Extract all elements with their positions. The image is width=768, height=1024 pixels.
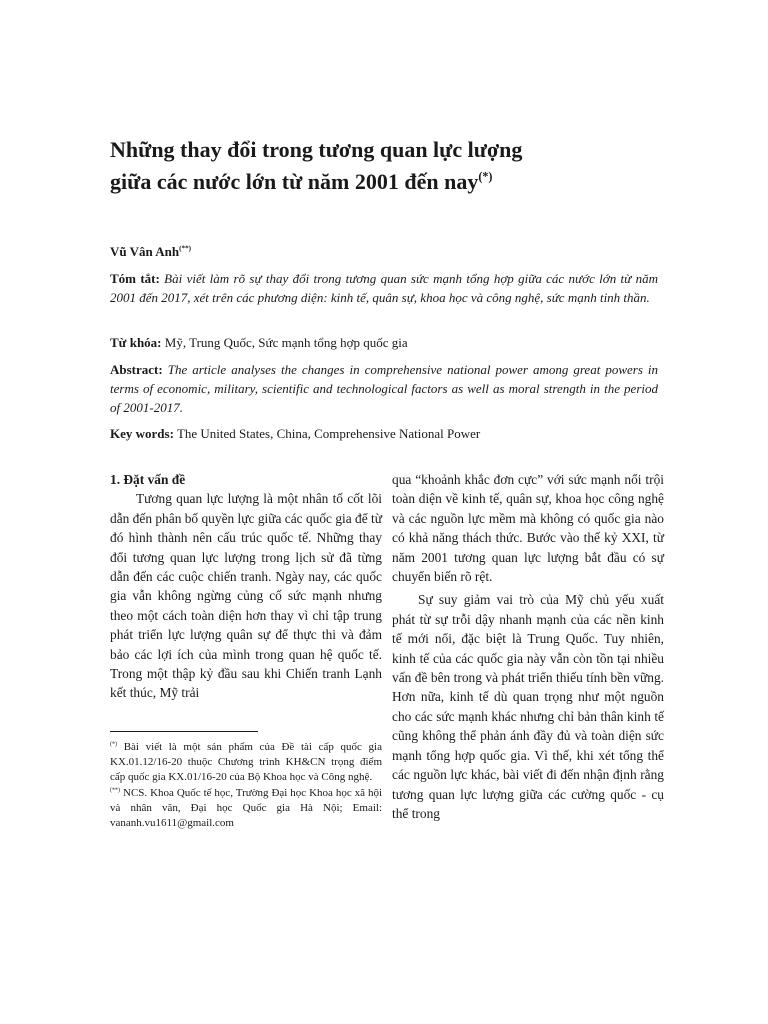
title-footnote-marker: (*)	[478, 169, 493, 184]
abstract-text: The article analyses the changes in comprehensive national power among great powers in terms of economic, military, scientific and technological factors as well as moral strength in the period of 2001-2017.	[110, 362, 659, 415]
summary-block	[110, 269, 658, 307]
footnote	[110, 740, 382, 785]
keywords-vi-label: Từ khóa:	[110, 335, 162, 350]
keywords-en-label: Key words:	[110, 426, 174, 441]
author-name: Vũ Vân Anh	[110, 244, 180, 259]
left-column	[110, 470, 382, 703]
footnote-divider	[110, 731, 258, 732]
keywords-en-block	[110, 424, 658, 443]
footnote-text: Bài viết là một sản phẩm của Đề tài cấp quốc gia KX.01.12/16-20 thuộc Chương trình KH&CN trọng điểm cấp quốc gia KX.01/16-20 của Bộ Khoa học và Công nghệ.	[110, 741, 382, 783]
footnote-marker: (**)	[110, 787, 121, 794]
summary-text: Bài viết làm rõ sự thay đổi trong tương quan sức mạnh tổng hợp giữa các nước lớn từ năm 2001 đến 2017, xét trên các phương diện: kinh tế, quân sự, khoa học và công nghệ, sức mạnh tinh thần.	[110, 271, 658, 305]
title-line-2-text: giữa các nước lớn từ năm 2001 đến nay	[110, 169, 479, 194]
keywords-en-text: The United States, China, Comprehensive National Power	[176, 426, 481, 441]
footnote-marker: (*)	[110, 741, 118, 748]
keywords-vi-text: Mỹ, Trung Quốc, Sức mạnh tổng hợp quốc gia	[164, 335, 408, 350]
abstract-block	[110, 360, 658, 417]
body-paragraph: qua “khoảnh khắc đơn cực” với sức mạnh nổi trội toàn diện về kinh tế, quân sự, khoa học công nghệ và các nguồn lực mềm mà không có quốc gia nào có khả năng thách thức. Bước vào thế kỷ XXI, từ năm 2001 tương quan lực lượng bắt đầu có sự chuyển biến rõ rệt.	[392, 472, 664, 585]
author-line	[110, 242, 658, 261]
body-paragraph: Sự suy giảm vai trò của Mỹ chủ yếu xuất phát từ sự trỗi dậy nhanh mạnh của các nền kinh tế mới nổi, đặc biệt là Trung Quốc. Tuy nhiên, kinh tế của các quốc gia này vẫn còn tồn tại nhiều vấn đề bên trong và phát triển thiếu tính bền vững. Hơn nữa, kinh tế dù quan trọng như một nguồn cho các sức mạnh khác nhưng chỉ bản thân kinh tế cũng không thể phản ánh đầy đủ và toàn diện sức mạnh tổng hợp quốc gia. Vì thế, khi xét tổng thể các nguồn lực khác, bài viết đi đến nhận định rằng tương quan lực lượng giữa các cường quốc - cụ thể trong	[392, 592, 664, 821]
title-line-1: Những thay đổi trong tương quan lực lượng	[110, 137, 523, 162]
footnote-text: NCS. Khoa Quốc tế học, Trường Đại học Khoa học xã hội và nhân văn, Đại học Quốc gia Hà Nội; Email: vananh.vu1611@gmail.com	[110, 787, 382, 829]
right-column	[392, 470, 664, 823]
footnotes	[110, 740, 382, 832]
summary-label: Tóm tắt:	[110, 271, 160, 286]
section-heading: 1. Đặt vấn đề	[110, 472, 186, 487]
body-paragraph: Tương quan lực lượng là một nhân tố cốt lõi dẫn đến phân bố quyền lực giữa các quốc gia để từ đó hình thành nên cấu trúc quốc tế. Những thay đổi tương quan lực lượng trong lịch sử đã từng dẫn đến các cuộc chiến tranh. Ngày nay, các quốc gia vẫn không ngừng củng cố sức mạnh nhưng theo một cách toàn diện hơn thay vì chỉ tập trung phát triển lực lượng quân sự để thực thi và đảm bảo các lợi ích của mình trong quan hệ quốc tế. Trong một thập kỷ đầu sau khi Chiến tranh Lạnh kết thúc, Mỹ trải	[110, 491, 383, 701]
footnote	[110, 786, 382, 831]
author-footnote-marker: (**)	[179, 244, 192, 253]
title-line-2	[110, 166, 670, 198]
abstract-label: Abstract:	[110, 362, 163, 377]
article-title	[110, 134, 670, 198]
keywords-vi-block	[110, 333, 658, 352]
